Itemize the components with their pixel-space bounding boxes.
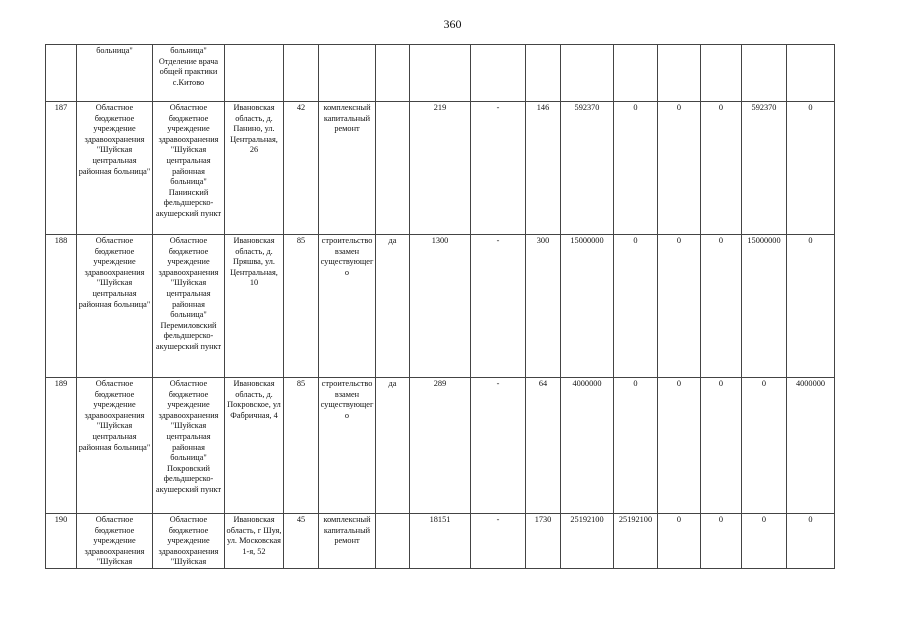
funding-cell: 15000000	[742, 235, 787, 378]
value-cell: 289	[410, 378, 471, 514]
institution-cell: Областное бюджетное учреждение здравоохранения "Шуйская центральная районная больница"	[77, 378, 153, 514]
flag-cell: да	[376, 235, 410, 378]
row-number-cell: 187	[46, 102, 77, 235]
institution-cell: больница"	[77, 45, 153, 102]
funding-cell: 0	[701, 378, 742, 514]
total-cost-cell	[561, 45, 614, 102]
funding-cell: 0	[658, 235, 701, 378]
quantity-cell: 300	[526, 235, 561, 378]
total-cost-cell: 25192100	[561, 514, 614, 569]
dash-cell: -	[471, 235, 526, 378]
area-cell: 85	[284, 235, 319, 378]
funding-cell: 592370	[742, 102, 787, 235]
quantity-cell: 1730	[526, 514, 561, 569]
work-type-cell	[319, 45, 376, 102]
funding-cell: 0	[701, 235, 742, 378]
facilities-table	[45, 44, 835, 569]
address-cell: Ивановская область, д. Покровское, ул Фабричная, 4	[225, 378, 284, 514]
funding-cell	[787, 45, 835, 102]
value-cell: 219	[410, 102, 471, 235]
area-cell: 45	[284, 514, 319, 569]
funding-cell: 0	[614, 235, 658, 378]
row-number-cell: 190	[46, 514, 77, 569]
funding-cell: 0	[658, 378, 701, 514]
facility-cell: больница" Отделение врача общей практики с.Китово	[153, 45, 225, 102]
total-cost-cell: 15000000	[561, 235, 614, 378]
address-cell: Ивановская область, д. Панино, ул. Центральная, 26	[225, 102, 284, 235]
row-number-cell	[46, 45, 77, 102]
flag-cell	[376, 514, 410, 569]
funding-cell: 25192100	[614, 514, 658, 569]
total-cost-cell: 4000000	[561, 378, 614, 514]
dash-cell	[471, 45, 526, 102]
row-number-cell: 189	[46, 378, 77, 514]
funding-cell	[614, 45, 658, 102]
funding-cell: 0	[658, 514, 701, 569]
table-row	[46, 45, 835, 102]
funding-cell: 0	[701, 514, 742, 569]
area-cell	[284, 45, 319, 102]
facility-cell: Областное бюджетное учреждение здравоохранения "Шуйская центральная районная больница" Перемиловский фельдшерско-акушерский пункт	[153, 235, 225, 378]
work-type-cell: строительство взамен существующего	[319, 235, 376, 378]
address-cell: Ивановская область, д. Пряшва, ул. Центральная, 10	[225, 235, 284, 378]
funding-cell: 0	[787, 514, 835, 569]
funding-cell: 4000000	[787, 378, 835, 514]
funding-cell: 0	[614, 102, 658, 235]
table-row	[46, 235, 835, 378]
funding-cell	[658, 45, 701, 102]
funding-cell	[701, 45, 742, 102]
funding-cell: 0	[614, 378, 658, 514]
institution-cell: Областное бюджетное учреждение здравоохранения "Шуйская центральная районная больница"	[77, 235, 153, 378]
flag-cell	[376, 102, 410, 235]
value-cell	[410, 45, 471, 102]
funding-cell	[742, 45, 787, 102]
table-row	[46, 378, 835, 514]
funding-cell: 0	[787, 102, 835, 235]
quantity-cell: 64	[526, 378, 561, 514]
quantity-cell: 146	[526, 102, 561, 235]
flag-cell	[376, 45, 410, 102]
area-cell: 85	[284, 378, 319, 514]
funding-cell: 0	[658, 102, 701, 235]
dash-cell: -	[471, 378, 526, 514]
funding-cell: 0	[742, 378, 787, 514]
address-cell	[225, 45, 284, 102]
table-row	[46, 102, 835, 235]
facility-cell: Областное бюджетное учреждение здравоохранения "Шуйская центральная районная больница" Покровский фельдшерско-акушерский пункт	[153, 378, 225, 514]
institution-cell: Областное бюджетное учреждение здравоохранения "Шуйская	[77, 514, 153, 569]
facility-cell: Областное бюджетное учреждение здравоохранения "Шуйская центральная районная больница" Панинский фельдшерско-акушерский пункт	[153, 102, 225, 235]
institution-cell: Областное бюджетное учреждение здравоохранения "Шуйская центральная районная больница"	[77, 102, 153, 235]
funding-cell: 0	[742, 514, 787, 569]
value-cell: 18151	[410, 514, 471, 569]
dash-cell: -	[471, 514, 526, 569]
work-type-cell: комплексный капитальный ремонт	[319, 514, 376, 569]
facility-cell: Областное бюджетное учреждение здравоохранения "Шуйская	[153, 514, 225, 569]
work-type-cell: строительство взамен существующего	[319, 378, 376, 514]
value-cell: 1300	[410, 235, 471, 378]
total-cost-cell: 592370	[561, 102, 614, 235]
row-number-cell: 188	[46, 235, 77, 378]
address-cell: Ивановская область, г Шуя, ул. Московская 1-я, 52	[225, 514, 284, 569]
funding-cell: 0	[701, 102, 742, 235]
funding-cell: 0	[787, 235, 835, 378]
quantity-cell	[526, 45, 561, 102]
area-cell: 42	[284, 102, 319, 235]
table-row	[46, 514, 835, 569]
flag-cell: да	[376, 378, 410, 514]
dash-cell: -	[471, 102, 526, 235]
page-number: 360	[443, 17, 462, 31]
work-type-cell: комплексный капитальный ремонт	[319, 102, 376, 235]
